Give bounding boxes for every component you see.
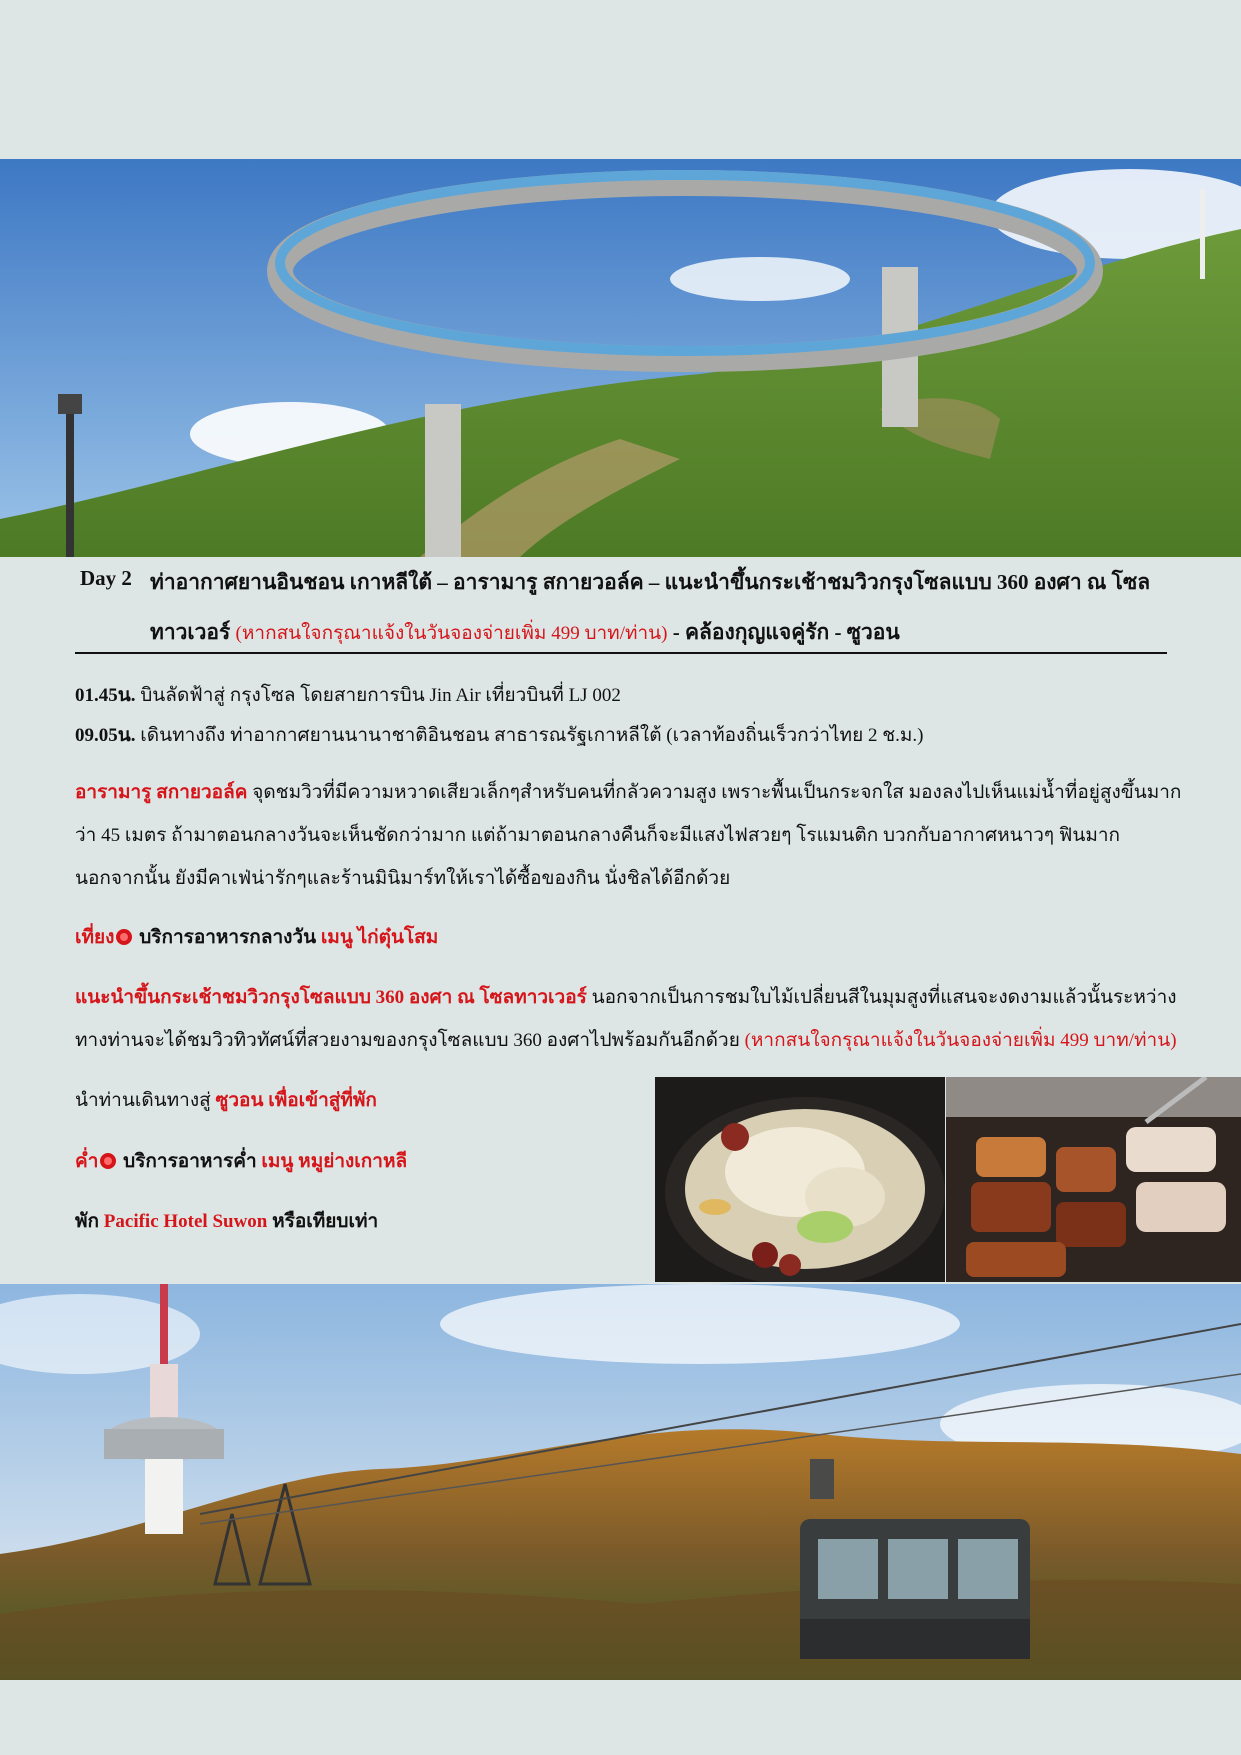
aramaru-line1: จุดชมวิวที่มีความหวาดเสียวเล็กๆสำหรับคนที่กลัวความสูง เพราะพื้นเป็นกระจกใส มองลงไปเห็นแม่น้ำที่อยู่สูงขึ้นมาก <box>252 782 1182 803</box>
ginseng-chicken-photo <box>655 1077 945 1282</box>
dinner-menu: เมนู หมูย่างเกาหลี <box>261 1151 408 1172</box>
flight-row-1 <box>75 674 621 717</box>
travel-row <box>75 1079 377 1122</box>
day-title-rest: - คล้องกุญแจคู่รัก - ซูวอน <box>672 620 900 644</box>
travel-dest: ซูวอน เพื่อเข้าสู่ที่พัก <box>215 1090 377 1111</box>
aramaru-name: อารามารู สกายวอล์ค <box>75 782 248 803</box>
tower-name: แนะนำขึ้นกระเช้าชมวิวกรุงโซลแบบ 360 องศา ณ โซลทาวเวอร์ <box>75 987 587 1008</box>
dinner-text: บริการอาหารค่ำ <box>123 1151 257 1172</box>
dinner-row <box>75 1140 407 1183</box>
tower-paragraph <box>75 976 1185 1062</box>
flight-time: 09.05น. <box>75 725 136 746</box>
day-title-tower: ทาวเวอร์ <box>150 620 231 644</box>
hotel-name: Pacific Hotel Suwon <box>103 1211 268 1232</box>
header-divider <box>75 652 1167 654</box>
aramaru-line3: นอกจากนั้น ยังมีคาเฟ่น่ารักๆและร้านมินิมาร์ทให้เราได้ซื้อของกิน นั่งชิลได้อีกด้วย <box>75 868 731 889</box>
dining-icon <box>116 929 132 945</box>
lunch-menu: เมนู ไก่ตุ๋นโสม <box>320 927 439 948</box>
tower-line2: ทางท่านจะได้ชมวิวทิวทัศน์ที่สวยงามของกรุงโซลแบบ 360 องศาไปพร้อมกันอีกด้วย <box>75 1030 740 1051</box>
lunch-text: บริการอาหารกลางวัน <box>139 927 317 948</box>
flight-row-2 <box>75 714 923 757</box>
tower-note: (หากสนใจกรุณาแจ้งในวันจองจ่ายเพิ่ม 499 บาท/ท่าน) <box>744 1030 1177 1051</box>
day-title-note: (หากสนใจกรุณาแจ้งในวันจองจ่ายเพิ่ม 499 บาท/ท่าน) <box>235 623 668 644</box>
flight-text: เดินทางถึง ท่าอากาศยานนานาชาติอินชอน สาธารณรัฐเกาหลีใต้ (เวลาท้องถิ่นเร็วกว่าไทย 2 ช.ม.) <box>140 725 924 746</box>
seoul-tower-photo <box>0 1284 1241 1680</box>
hotel-prefix: พัก <box>75 1211 100 1232</box>
dining-icon <box>100 1153 116 1169</box>
travel-text: นำท่านเดินทางสู่ <box>75 1090 211 1111</box>
skywalk-photo <box>0 159 1241 557</box>
hotel-row <box>75 1200 378 1243</box>
day-title-line1: ท่าอากาศยานอินชอน เกาหลีใต้ – อารามารู สกายวอล์ค – แนะนำขึ้นกระเช้าชมวิวกรุงโซลแบบ 360 องศา ณ โซล <box>150 570 1151 594</box>
korean-bbq-photo <box>946 1077 1241 1282</box>
hotel-suffix: หรือเทียบเท่า <box>272 1211 379 1232</box>
day-title-line2 <box>150 616 900 649</box>
tower-line1: นอกจากเป็นการชมใบไม้เปลี่ยนสีในมุมสูงที่แสนจะงดงามแล้วนั้นระหว่าง <box>591 987 1177 1008</box>
day-label: Day 2 <box>80 566 132 590</box>
lunch-row <box>75 916 438 959</box>
aramaru-line2: ว่า 45 เมตร ถ้ามาตอนกลางวันจะเห็นชัดกว่ามาก แต่ถ้ามาตอนกลางคืนก็จะมีแสงไฟสวยๆ โรแมนติก บวกกับอากาศหนาวๆ ฟินมาก <box>75 825 1121 846</box>
aramaru-paragraph <box>75 771 1182 900</box>
dinner-label: ค่ำ <box>75 1151 99 1172</box>
flight-text: บินลัดฟ้าสู่ กรุงโซล โดยสายการบิน Jin Air เที่ยวบินที่ LJ 002 <box>140 685 621 706</box>
lunch-label: เที่ยง <box>75 927 115 948</box>
flight-time: 01.45น. <box>75 685 136 706</box>
